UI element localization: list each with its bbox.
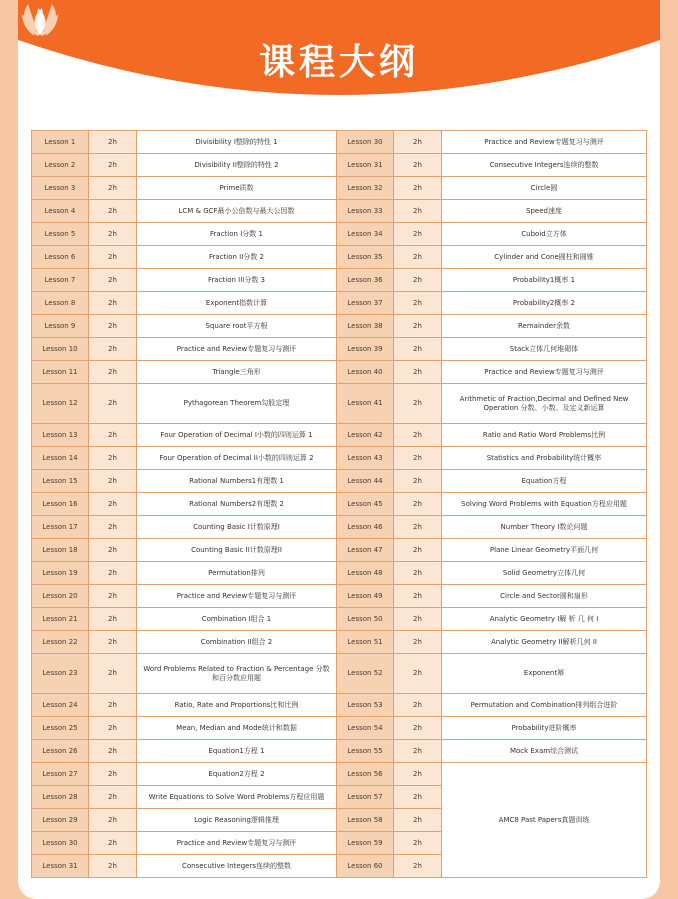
topic-cell: Stack立体几何堆砌体 xyxy=(442,338,647,361)
hours-cell: 2h xyxy=(89,424,137,447)
topic-cell: Practice and Review专题复习与测评 xyxy=(137,832,337,855)
lesson-cell: Lesson 36 xyxy=(337,269,394,292)
table-row xyxy=(32,361,647,384)
hours-cell: 2h xyxy=(394,516,442,539)
lesson-cell: Lesson 35 xyxy=(337,246,394,269)
hours-cell: 2h xyxy=(394,493,442,516)
lesson-cell: Lesson 16 xyxy=(32,493,89,516)
hours-cell: 2h xyxy=(394,855,442,878)
lesson-cell: Lesson 60 xyxy=(337,855,394,878)
table-row xyxy=(32,539,647,562)
lesson-cell: Lesson 49 xyxy=(337,585,394,608)
hours-cell: 2h xyxy=(394,246,442,269)
hours-cell: 2h xyxy=(89,361,137,384)
table-row xyxy=(32,154,647,177)
lesson-cell: Lesson 47 xyxy=(337,539,394,562)
topic-cell: Rational Numbers2有理数 2 xyxy=(137,493,337,516)
topic-cell: Statistics and Probability统计概率 xyxy=(442,447,647,470)
hours-cell: 2h xyxy=(89,200,137,223)
table-row xyxy=(32,246,647,269)
hours-cell: 2h xyxy=(394,585,442,608)
hours-cell: 2h xyxy=(89,177,137,200)
lesson-cell: Lesson 6 xyxy=(32,246,89,269)
lesson-cell: Lesson 32 xyxy=(337,177,394,200)
topic-cell: Counting Basic I计数原理I xyxy=(137,516,337,539)
topic-cell: Fraction I分数 1 xyxy=(137,223,337,246)
hours-cell: 2h xyxy=(89,740,137,763)
hours-cell: 2h xyxy=(394,131,442,154)
hours-cell: 2h xyxy=(394,424,442,447)
lesson-cell: Lesson 46 xyxy=(337,516,394,539)
topic-cell: Number Theory I数论问题 xyxy=(442,516,647,539)
lesson-cell: Lesson 26 xyxy=(32,740,89,763)
table-row xyxy=(32,470,647,493)
topic-cell: Mean, Median and Mode统计和数据 xyxy=(137,717,337,740)
topic-cell: Circle and Sector圆和扇形 xyxy=(442,585,647,608)
table-row xyxy=(32,516,647,539)
lesson-cell: Lesson 23 xyxy=(32,654,89,694)
topic-cell: Fraction III分数 3 xyxy=(137,269,337,292)
lesson-cell: Lesson 48 xyxy=(337,562,394,585)
hours-cell: 2h xyxy=(394,809,442,832)
lesson-cell: Lesson 19 xyxy=(32,562,89,585)
hours-cell: 2h xyxy=(89,608,137,631)
table-row xyxy=(32,608,647,631)
topic-cell: Permutation排列 xyxy=(137,562,337,585)
hours-cell: 2h xyxy=(89,269,137,292)
header-banner xyxy=(18,0,660,112)
topic-cell: Mock Exam综合测试 xyxy=(442,740,647,763)
hours-cell: 2h xyxy=(89,516,137,539)
lesson-cell: Lesson 40 xyxy=(337,361,394,384)
lesson-cell: Lesson 30 xyxy=(337,131,394,154)
hours-cell: 2h xyxy=(89,832,137,855)
table-row xyxy=(32,292,647,315)
lesson-cell: Lesson 20 xyxy=(32,585,89,608)
topic-cell: Consecutive Integers连续的整数 xyxy=(137,855,337,878)
topic-cell: Equation2方程 2 xyxy=(137,763,337,786)
hours-cell: 2h xyxy=(394,269,442,292)
table-row xyxy=(32,631,647,654)
topic-cell: Practice and Review专题复习与测评 xyxy=(442,361,647,384)
table-row xyxy=(32,315,647,338)
topic-cell: Square root平方根 xyxy=(137,315,337,338)
lesson-cell: Lesson 18 xyxy=(32,539,89,562)
merged-topic-cell: AMC8 Past Papers真题训练 xyxy=(442,763,647,878)
topic-cell: Write Equations to Solve Word Problems方程应用题 xyxy=(137,786,337,809)
table-row xyxy=(32,740,647,763)
table-row xyxy=(32,424,647,447)
hours-cell: 2h xyxy=(89,717,137,740)
syllabus-body xyxy=(32,131,647,878)
lesson-cell: Lesson 12 xyxy=(32,384,89,424)
lesson-cell: Lesson 57 xyxy=(337,786,394,809)
lesson-cell: Lesson 5 xyxy=(32,223,89,246)
lesson-cell: Lesson 39 xyxy=(337,338,394,361)
lesson-cell: Lesson 54 xyxy=(337,717,394,740)
hours-cell: 2h xyxy=(89,539,137,562)
topic-cell: Divisibility I整除的特性 1 xyxy=(137,131,337,154)
lesson-cell: Lesson 13 xyxy=(32,424,89,447)
hours-cell: 2h xyxy=(394,200,442,223)
hours-cell: 2h xyxy=(89,447,137,470)
hours-cell: 2h xyxy=(394,832,442,855)
hours-cell: 2h xyxy=(89,131,137,154)
topic-cell: Exponent指数计算 xyxy=(137,292,337,315)
topic-cell: Exponent幂 xyxy=(442,654,647,694)
hours-cell: 2h xyxy=(89,631,137,654)
table-row xyxy=(32,694,647,717)
topic-cell: Equation方程 xyxy=(442,470,647,493)
topic-cell: Cuboid立方体 xyxy=(442,223,647,246)
topic-cell: Speed速度 xyxy=(442,200,647,223)
lesson-cell: Lesson 30 xyxy=(32,832,89,855)
table-row xyxy=(32,493,647,516)
lesson-cell: Lesson 9 xyxy=(32,315,89,338)
topic-cell: Solid Geometry立体几何 xyxy=(442,562,647,585)
hours-cell: 2h xyxy=(89,315,137,338)
hours-cell: 2h xyxy=(89,292,137,315)
lesson-cell: Lesson 50 xyxy=(337,608,394,631)
topic-cell: Plane Linear Geometry平面几何 xyxy=(442,539,647,562)
table-row xyxy=(32,447,647,470)
topic-cell: Probability2概率 2 xyxy=(442,292,647,315)
table-row xyxy=(32,585,647,608)
syllabus-card xyxy=(18,0,660,899)
page-title: 课程大纲 xyxy=(258,42,419,83)
hours-cell: 2h xyxy=(394,740,442,763)
lesson-cell: Lesson 10 xyxy=(32,338,89,361)
syllabus-table xyxy=(31,130,647,878)
hours-cell: 2h xyxy=(89,154,137,177)
topic-cell: Practice and Review专题复习与测评 xyxy=(137,338,337,361)
topic-cell: Counting Basic II计数原理II xyxy=(137,539,337,562)
hours-cell: 2h xyxy=(89,223,137,246)
lesson-cell: Lesson 4 xyxy=(32,200,89,223)
lesson-cell: Lesson 43 xyxy=(337,447,394,470)
topic-cell: Rational Numbers1有理数 1 xyxy=(137,470,337,493)
topic-cell: Cylinder and Cone圆柱和圆锥 xyxy=(442,246,647,269)
topic-cell: Combination I组合 1 xyxy=(137,608,337,631)
topic-cell: Probability1概率 1 xyxy=(442,269,647,292)
topic-cell: Probability进阶概率 xyxy=(442,717,647,740)
table-row xyxy=(32,131,647,154)
topic-cell: Divisibility II整除的特性 2 xyxy=(137,154,337,177)
topic-cell: Word Problems Related to Fraction & Percentage 分数和百分数应用题 xyxy=(137,654,337,694)
topic-cell: LCM & GCF最小公倍数与最大公因数 xyxy=(137,200,337,223)
topic-cell: Prime质数 xyxy=(137,177,337,200)
topic-cell: Practice and Review专题复习与测评 xyxy=(442,131,647,154)
hours-cell: 2h xyxy=(394,470,442,493)
table-row xyxy=(32,338,647,361)
table-row xyxy=(32,562,647,585)
hours-cell: 2h xyxy=(394,694,442,717)
topic-cell: Logic Reasoning逻辑推理 xyxy=(137,809,337,832)
topic-cell: Practice and Review专题复习与测评 xyxy=(137,585,337,608)
hours-cell: 2h xyxy=(89,654,137,694)
topic-cell: Remainder余数 xyxy=(442,315,647,338)
hours-cell: 2h xyxy=(89,585,137,608)
hours-cell: 2h xyxy=(394,223,442,246)
lesson-cell: Lesson 27 xyxy=(32,763,89,786)
lesson-cell: Lesson 31 xyxy=(337,154,394,177)
hours-cell: 2h xyxy=(394,786,442,809)
lesson-cell: Lesson 25 xyxy=(32,717,89,740)
lesson-cell: Lesson 53 xyxy=(337,694,394,717)
hours-cell: 2h xyxy=(89,384,137,424)
topic-cell: Four Operation of Decimal I小数的四则运算 1 xyxy=(137,424,337,447)
lesson-cell: Lesson 52 xyxy=(337,654,394,694)
hours-cell: 2h xyxy=(89,694,137,717)
lesson-cell: Lesson 51 xyxy=(337,631,394,654)
lesson-cell: Lesson 14 xyxy=(32,447,89,470)
lesson-cell: Lesson 44 xyxy=(337,470,394,493)
hours-cell: 2h xyxy=(89,246,137,269)
lesson-cell: Lesson 34 xyxy=(337,223,394,246)
hours-cell: 2h xyxy=(394,631,442,654)
hours-cell: 2h xyxy=(394,562,442,585)
lesson-cell: Lesson 21 xyxy=(32,608,89,631)
table-row xyxy=(32,177,647,200)
hours-cell: 2h xyxy=(394,447,442,470)
topic-cell: Combination II组合 2 xyxy=(137,631,337,654)
hours-cell: 2h xyxy=(394,154,442,177)
lesson-cell: Lesson 56 xyxy=(337,763,394,786)
lesson-cell: Lesson 37 xyxy=(337,292,394,315)
lesson-cell: Lesson 28 xyxy=(32,786,89,809)
topic-cell: Arithmetic of Fraction,Decimal and Defined New Operation 分数、小数、及定义新运算 xyxy=(442,384,647,424)
topic-cell: Consecutive Integers连续的整数 xyxy=(442,154,647,177)
hours-cell: 2h xyxy=(394,361,442,384)
hours-cell: 2h xyxy=(89,470,137,493)
table-row xyxy=(32,384,647,424)
table-row xyxy=(32,269,647,292)
topic-cell: Triangle三角形 xyxy=(137,361,337,384)
hours-cell: 2h xyxy=(394,315,442,338)
lesson-cell: Lesson 33 xyxy=(337,200,394,223)
topic-cell: Fraction II分数 2 xyxy=(137,246,337,269)
lesson-cell: Lesson 3 xyxy=(32,177,89,200)
table-row xyxy=(32,763,647,786)
topic-cell: Circle圆 xyxy=(442,177,647,200)
table-row xyxy=(32,200,647,223)
lesson-cell: Lesson 22 xyxy=(32,631,89,654)
lesson-cell: Lesson 59 xyxy=(337,832,394,855)
lesson-cell: Lesson 15 xyxy=(32,470,89,493)
lesson-cell: Lesson 41 xyxy=(337,384,394,424)
hours-cell: 2h xyxy=(394,292,442,315)
table-row xyxy=(32,717,647,740)
lesson-cell: Lesson 45 xyxy=(337,493,394,516)
hours-cell: 2h xyxy=(394,608,442,631)
lesson-cell: Lesson 38 xyxy=(337,315,394,338)
hours-cell: 2h xyxy=(89,763,137,786)
lesson-cell: Lesson 55 xyxy=(337,740,394,763)
lesson-cell: Lesson 24 xyxy=(32,694,89,717)
topic-cell: Equation1方程 1 xyxy=(137,740,337,763)
hours-cell: 2h xyxy=(89,562,137,585)
topic-cell: Four Operation of Decimal II小数的四则运算 2 xyxy=(137,447,337,470)
topic-cell: Solving Word Problems with Equation方程应用题 xyxy=(442,493,647,516)
hours-cell: 2h xyxy=(394,384,442,424)
lesson-cell: Lesson 29 xyxy=(32,809,89,832)
lesson-cell: Lesson 2 xyxy=(32,154,89,177)
topic-cell: Ratio, Rate and Proportions比和比例 xyxy=(137,694,337,717)
lesson-cell: Lesson 17 xyxy=(32,516,89,539)
hours-cell: 2h xyxy=(394,717,442,740)
topic-cell: Ratio and Ratio Word Problems比例 xyxy=(442,424,647,447)
topic-cell: Analytic Geometry II解析几何 II xyxy=(442,631,647,654)
topic-cell: Permutation and Combination排列组合进阶 xyxy=(442,694,647,717)
hours-cell: 2h xyxy=(89,493,137,516)
hours-cell: 2h xyxy=(394,654,442,694)
lesson-cell: Lesson 1 xyxy=(32,131,89,154)
hours-cell: 2h xyxy=(89,855,137,878)
topic-cell: Analytic Geometry I解 析 几 何 I xyxy=(442,608,647,631)
hours-cell: 2h xyxy=(89,338,137,361)
table-row xyxy=(32,654,647,694)
hours-cell: 2h xyxy=(394,539,442,562)
lesson-cell: Lesson 8 xyxy=(32,292,89,315)
hours-cell: 2h xyxy=(89,809,137,832)
topic-cell: Pythagorean Theorem勾股定理 xyxy=(137,384,337,424)
lesson-cell: Lesson 31 xyxy=(32,855,89,878)
leaf-icon xyxy=(18,0,62,40)
hours-cell: 2h xyxy=(394,177,442,200)
hours-cell: 2h xyxy=(89,786,137,809)
hours-cell: 2h xyxy=(394,338,442,361)
lesson-cell: Lesson 7 xyxy=(32,269,89,292)
lesson-cell: Lesson 11 xyxy=(32,361,89,384)
lesson-cell: Lesson 58 xyxy=(337,809,394,832)
hours-cell: 2h xyxy=(394,763,442,786)
table-row xyxy=(32,223,647,246)
lesson-cell: Lesson 42 xyxy=(337,424,394,447)
